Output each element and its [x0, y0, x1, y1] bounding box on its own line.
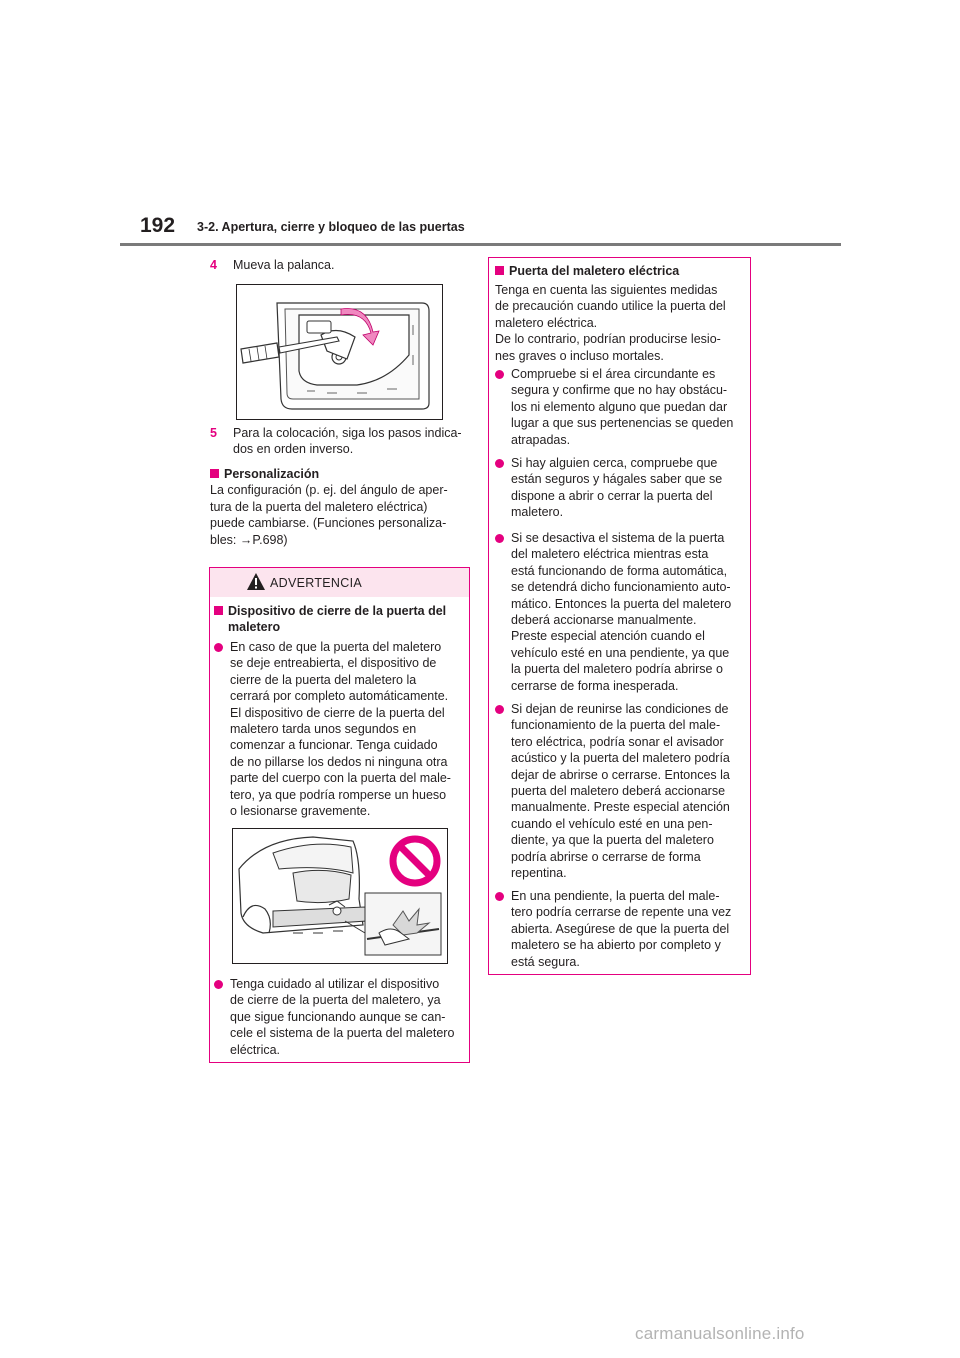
trunk-pinch-illustration [232, 828, 448, 964]
warning-label: ADVERTENCIA [270, 576, 362, 590]
warning-box [209, 567, 470, 1063]
warning-heading: Dispositivo de cierre de la puerta del maletero [214, 603, 464, 636]
prohibited-icon [393, 839, 437, 883]
personalizacion-heading: Personalización [210, 466, 470, 482]
paragraph-line: puede cambiarse. (Funciones personaliza- [210, 516, 447, 531]
step-4 [210, 257, 470, 273]
bullet-dot-icon [495, 892, 504, 901]
bullet-dot-icon [495, 534, 504, 543]
square-bullet-icon [495, 266, 504, 275]
section-title: 3-2. Apertura, cierre y bloqueo de las puertas [197, 220, 465, 234]
info-intro: Tenga en cuenta las siguientes medidas de precaución cuando utilice la puerta del maletero eléctrica. De lo contrario, podrían producirse lesio- nes graves o incluso mortales. [495, 283, 726, 363]
bullet-dot-icon [495, 459, 504, 468]
step-text-line: dos en orden inverso. [233, 442, 354, 457]
paragraph-line: tura de la puerta del maletero eléctrica) [210, 499, 428, 514]
square-bullet-icon [214, 606, 223, 615]
warning-bullet: Tenga cuidado al utilizar el dispositivo de cierre de la puerta del maletero, ya que sigue funcionando aunque se can- cele el sistema de la puerta del maletero eléctrica. [214, 976, 466, 1058]
step-5 [210, 425, 470, 458]
header-rule [120, 243, 841, 246]
paragraph-line: bles: →P.698) [210, 532, 288, 547]
info-bullet: Compruebe si el área circundante es segura y confirme que no hay obstácu- los ni elemento alguno que puedan dar lugar a que sus pertenencias se queden atrapadas. [495, 366, 747, 448]
personalizacion-section [210, 466, 470, 548]
bullet-dot-icon [214, 643, 223, 652]
info-bullet: Si se desactiva el sistema de la puerta del maletero eléctrica mientras esta está funcionando de forma automática, se detendrá dicho funcionamiento auto- mático. Entonces la puerta del maletero deberá accionarse manualmente. Preste especial atención cuando el vehículo esté en una pendiente, ya que la puerta del maletero podría abrirse o cerrarse de forma inesperada. [495, 530, 747, 694]
square-bullet-icon [210, 469, 219, 478]
footer-watermark: carmanualsonline.info [635, 1324, 805, 1343]
warning-triangle-icon [246, 572, 266, 591]
info-bullet: Si dejan de reunirse las condiciones de funcionamiento de la puerta del male- tero eléctrica, podría sonar el avisador acústico y la puerta del maletero podría dejar de abrirse o cerrarse. Entonces la puerta del maletero deberá accionarse manualmente. Preste especial atención cuando el vehículo esté en una pen- diente, ya que la puerta del maletero podría abrirse o cerrarse de forma repentina. [495, 701, 747, 881]
info-bullet: Si hay alguien cerca, compruebe que están seguros y hágales saber que se dispone a abrir o cerrar la puerta del maletero. [495, 455, 747, 521]
bullet-dot-icon [495, 370, 504, 379]
page-number: 192 [140, 214, 176, 237]
bullet-dot-icon [214, 980, 223, 989]
bullet-dot-icon [495, 705, 504, 714]
warning-bullet: En caso de que la puerta del maletero se deje entreabierta, el dispositivo de cierre de la puerta del maletero la cerrará por completo automáticamente. El dispositivo de cierre de la puerta del maletero tarda unos segundos en comenzar a funcionar. Tenga cuidado de no pillarse los dedos ni ninguna otra parte del cuerpo con la puerta del male- tero, ya que podría romperse un hueso o lesionarse gravemente. [214, 639, 466, 819]
step-number: 5 [210, 426, 217, 440]
info-bullet: En una pendiente, la puerta del male- tero podría cerrarse de repente una vez abierta. Asegúrese de que la puerta del maletero se ha abierto por completo y está segura. [495, 888, 747, 970]
step-text-line: Para la colocación, siga los pasos indica- [233, 426, 462, 440]
lever-illustration [236, 284, 443, 420]
power-tailgate-box [488, 257, 751, 975]
paragraph-line: La configuración (p. ej. del ángulo de aper- [210, 483, 448, 498]
step-text: Mueva la palanca. [233, 258, 335, 272]
warning-header [210, 568, 469, 597]
step-number: 4 [210, 258, 217, 272]
info-heading: Puerta del maletero eléctrica [495, 263, 679, 279]
